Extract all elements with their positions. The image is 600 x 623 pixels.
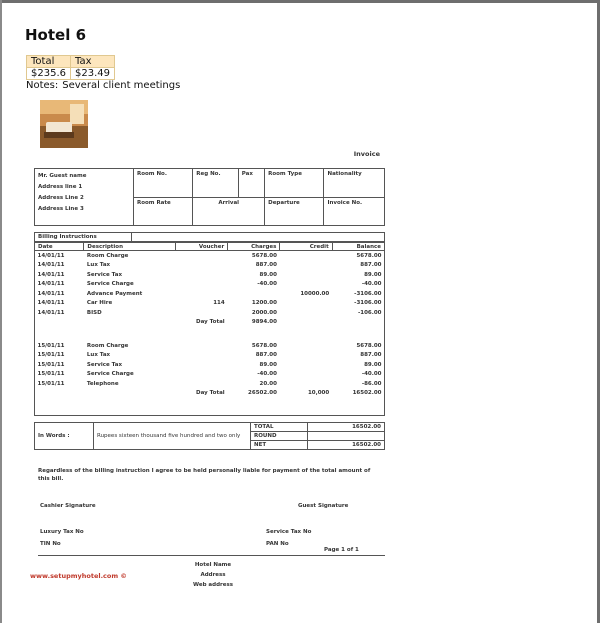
footer-divider [38,555,385,556]
day-total-label: Day Total [196,319,225,326]
cell-balance: -86.00 [361,380,382,387]
guest-address-cell [35,169,134,226]
tax-ids-right [266,526,311,550]
cell-description: Service Tax [86,361,122,368]
reg-no-cell: Reg No. [193,169,239,198]
cashier-signature-label: Cashier Signature [40,503,96,509]
table-row [35,280,385,290]
cell-balance: 89.00 [364,271,382,278]
table-row [35,299,385,309]
line-items-table [34,242,385,398]
invoice-no-cell: Invoice No. [324,197,385,226]
cell-date: 14/01/11 [37,252,65,259]
cell-credit [280,370,332,380]
cell-voucher [176,308,228,318]
cell-description: Service Charge [86,371,134,378]
cell-date: 15/01/11 [37,342,65,349]
cell-credit [280,351,332,361]
address-line-2: Address Line 2 [38,195,84,201]
pan-no: PAN No [266,541,289,547]
day-total-label: Day Total [196,390,225,397]
cell-credit [280,341,332,351]
total-amount: 16502.00 [308,423,385,432]
invoice-document [28,150,388,590]
cell-balance: -106.00 [357,309,382,316]
table-row [35,261,385,271]
cell-description: Car Hire [86,300,113,307]
col-date: Date [35,243,84,251]
table-row [35,270,385,280]
amount-in-words-table [34,422,385,450]
pax-cell: Pax [238,169,264,198]
cell-balance: -3106.00 [354,300,382,307]
cell-charges: 89.00 [259,361,277,368]
cell-charges: 2000.00 [251,309,277,316]
cell-voucher [176,289,228,299]
cell-charges: 887.00 [255,262,277,269]
in-words-text: Rupees sixteen thousand five hundred and two only [94,423,251,450]
net-label: NET [251,441,308,450]
day-total-row [35,389,385,399]
cell-voucher [176,251,228,261]
col-charges: Charges [228,243,280,251]
col-voucher: Voucher [176,243,228,251]
cell-credit [280,270,332,280]
footer-address: Address [200,572,226,578]
cell-description: Advance Payment [86,290,143,297]
cell-charges: -40.00 [257,371,277,378]
cell-balance: 5678.00 [356,252,382,259]
round-label: ROUND [251,432,308,441]
invoice-title: Invoice [353,150,380,158]
luxury-tax-no: Luxury Tax No [40,529,84,535]
cell-description: Service Tax [86,271,122,278]
cell-balance: -40.00 [361,281,382,288]
nationality-cell: Nationality [324,169,385,198]
cell-description: Lux Tax [86,352,111,359]
cell-voucher [176,280,228,290]
cell-voucher [176,379,228,389]
invoice-header-table [34,168,385,226]
cell-balance: -3106.00 [354,290,382,297]
tax-header: Tax [71,56,115,68]
col-credit: Credit [280,243,332,251]
cell-voucher: 114 [213,300,225,307]
arrival-cell: Arrival [193,197,265,226]
room-type-cell: Room Type [265,169,324,198]
summary-table [26,55,115,80]
cell-charges: 1200.00 [251,300,277,307]
cell-charges: 20.00 [259,380,277,387]
cell-credit [280,280,332,290]
summary-header-row [27,56,115,68]
col-balance: Balance [332,243,384,251]
service-tax-no: Service Tax No [266,529,312,535]
col-description: Description [84,243,176,251]
cell-date: 15/01/11 [37,371,65,378]
window-left-border [0,0,2,623]
table-row [35,360,385,370]
round-amount [308,432,385,441]
cell-charges: 887.00 [255,352,277,359]
tax-value: $23.49 [71,68,115,80]
line-items-header [35,243,385,251]
tin-no: TIN No [40,541,61,547]
net-amount: 16502.00 [308,441,385,450]
room-rate-cell: Room Rate [134,197,193,226]
cell-credit [280,251,332,261]
website-credit: www.setupmyhotel.com © [30,572,127,580]
cell-voucher [176,341,228,351]
cell-balance: 887.00 [360,352,382,359]
cell-balance: 887.00 [360,262,382,269]
cell-credit [280,261,332,271]
cell-description: Room Charge [86,252,129,259]
cell-date: 14/01/11 [37,300,65,307]
window-top-border [0,0,600,3]
notes-label: Notes: [26,80,59,91]
address-line-1: Address line 1 [38,184,83,190]
cell-credit [280,299,332,309]
cell-description: BISD [86,309,102,316]
tax-ids-left [40,526,84,550]
cell-voucher [176,360,228,370]
cell-voucher [176,270,228,280]
footer-web-address: Web address [192,582,234,588]
table-row [35,351,385,361]
billing-label: Billing Instructions [35,233,132,242]
cell-description: Lux Tax [86,262,111,269]
day-total-row [35,318,385,328]
notes [26,80,180,91]
cell-credit [280,379,332,389]
cell-date: 15/01/11 [37,361,65,368]
table-row [35,370,385,380]
cell-credit: 10000.00 [300,290,330,297]
cell-date: 14/01/11 [37,271,65,278]
departure-cell: Departure [265,197,324,226]
cell-voucher [176,261,228,271]
cell-description: Telephone [86,380,119,387]
notes-text: Several client meetings [62,80,181,91]
cell-charges: 5678.00 [251,342,277,349]
guest-signature-label: Guest Signature [298,503,349,509]
cell-date: 15/01/11 [37,380,65,387]
cell-charges: 5678.00 [251,252,277,259]
cell-charges: -40.00 [257,281,277,288]
day-total-charges: 9894.00 [251,319,277,326]
cell-date: 14/01/11 [37,290,65,297]
table-row [35,251,385,261]
footer-hotel-name: Hotel Name [194,562,232,568]
day-total-charges: 26502.00 [248,390,277,397]
day-total-credit: 10,000 [307,390,330,397]
cell-date: 14/01/11 [37,309,65,316]
address-line-3: Address Line 3 [38,206,84,212]
cell-date: 14/01/11 [37,281,65,288]
cell-description: Service Charge [86,281,134,288]
cell-charges: 89.00 [259,271,277,278]
cell-date: 14/01/11 [37,262,65,269]
liability-statement: Regardless of the billing instruction I agree to be held personally liable for payment of the total amount of this bill. [38,468,371,482]
room-no-cell: Room No. [134,169,193,198]
cell-credit [280,360,332,370]
hotel-footer-address [178,560,248,590]
cell-voucher [176,351,228,361]
table-row [35,308,385,318]
table-row [35,341,385,351]
cell-balance: 5678.00 [356,342,382,349]
cell-charges [228,289,280,299]
table-row [35,379,385,389]
page-title: Hotel 6 [25,26,87,44]
in-words-label: In Words : [35,423,94,450]
billing-instructions [34,232,385,242]
total-value: $235.6 [27,68,71,80]
total-header: Total [27,56,71,68]
total-label: TOTAL [251,423,308,432]
receipt-thumbnail-image[interactable] [40,100,88,148]
cell-balance: 89.00 [364,361,382,368]
cell-balance: -40.00 [361,371,382,378]
cell-date: 15/01/11 [37,352,65,359]
guest-name: Mr. Guest name [38,173,87,179]
cell-description: Room Charge [86,342,129,349]
table-row [35,289,385,299]
page-number: Page 1 of 1 [324,547,359,553]
cell-credit [280,308,332,318]
cell-voucher [176,370,228,380]
day-total-balance: 16502.00 [352,390,382,397]
summary-value-row [27,68,115,80]
